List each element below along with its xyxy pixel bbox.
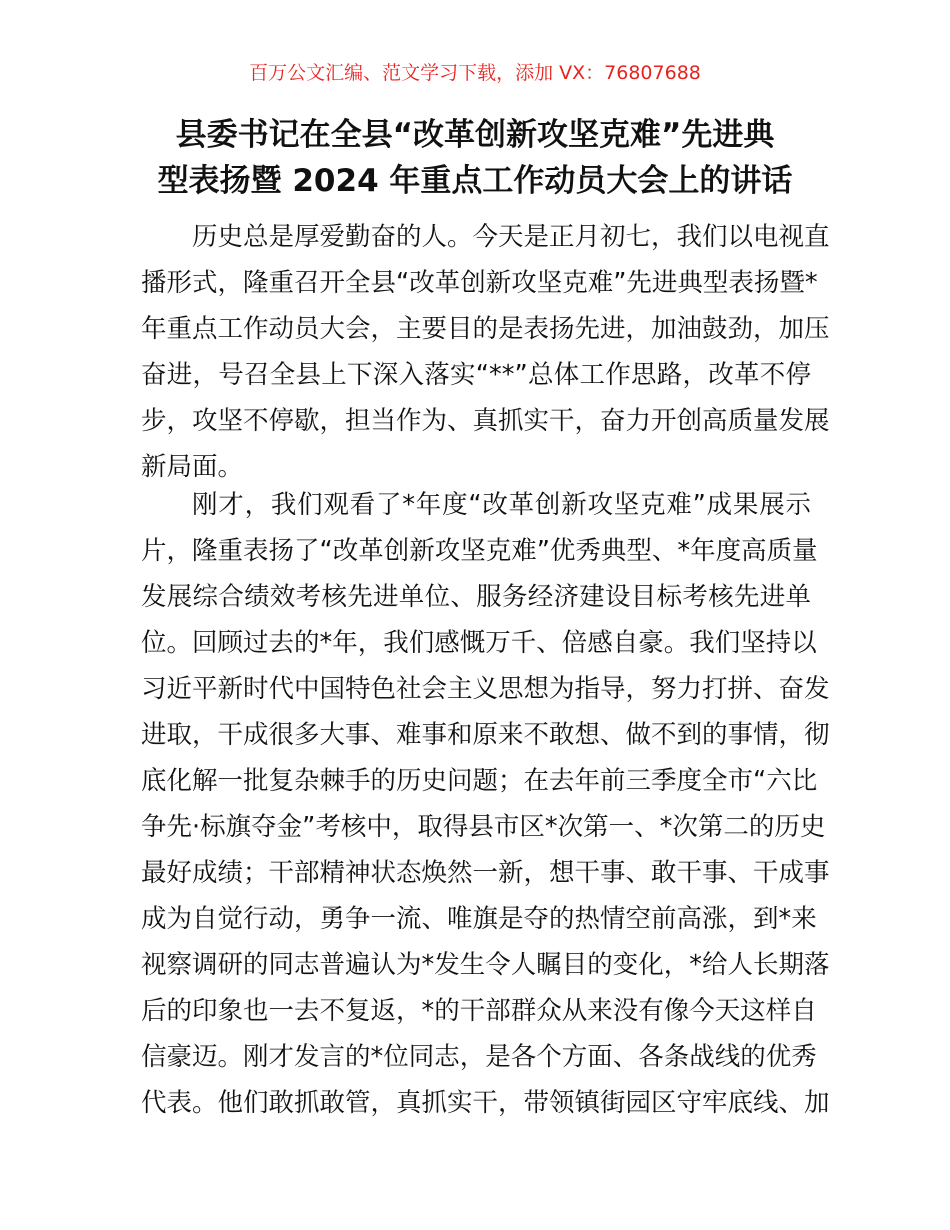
text-line: 成为自觉行动，勇争一流、唯旗是夺的热情空前高涨，到*来	[141, 904, 817, 934]
text-line: 视察调研的同志普遍认为*发生令人瞩目的变化，*给人长期落	[141, 950, 830, 980]
watermark-banner: 百万公文汇编、范文学习下载，添加 VX：76807688	[249, 62, 701, 84]
paragraph-1	[141, 214, 830, 490]
text-line: 后的印象也一去不复返，*的干部群众从来没有像今天这样自	[141, 996, 817, 1026]
text-line: 奋进，号召全县上下深入落实“**”总体工作思路，改革不停	[141, 360, 811, 390]
text-line: 最好成绩；干部精神状态焕然一新，想干事、敢干事、干成事	[141, 858, 830, 888]
paragraph-2	[141, 482, 830, 1126]
title-line: 县委书记在全县“改革创新攻坚克难”先进典	[175, 117, 775, 153]
text-line: 发展综合绩效考核先进单位、服务经济建设目标考核先进单	[141, 582, 811, 612]
text-line: 步，攻坚不停歇，担当作为、真抓实干，奋力开创高质量发展	[141, 406, 830, 436]
text-line: 习近平新时代中国特色社会主义思想为指导，努力打拼、奋发	[141, 674, 830, 704]
text-line: 新局面。	[141, 452, 244, 482]
text-line: 争先·标旗夺金”考核中，取得县市区*次第一、*次第二的历史	[141, 812, 826, 842]
text-line: 历史总是厚爱勤奋的人。今天是正月初七，我们以电视直	[192, 222, 830, 252]
text-line: 代表。他们敢抓敢管，真抓实干，带领镇街园区守牢底线、加	[141, 1088, 830, 1118]
text-line: 信豪迈。刚才发言的*位同志，是各个方面、各条战线的优秀	[141, 1042, 817, 1072]
text-line: 进取，干成很多大事、难事和原来不敢想、做不到的事情，彻	[141, 720, 830, 750]
text-line: 播形式，隆重召开全县“改革创新攻坚克难”先进典型表扬暨*	[141, 268, 818, 298]
document-title	[120, 112, 830, 204]
text-line: 片，隆重表扬了“改革创新攻坚克难”优秀典型、*年度高质量	[141, 536, 818, 566]
title-line: 型表扬暨 2024 年重点工作动员大会上的讲话	[157, 163, 793, 199]
text-line: 位。回顾过去的*年，我们感慨万千、倍感自豪。我们坚持以	[141, 628, 817, 658]
text-line: 刚才，我们观看了*年度“改革创新攻坚克难”成果展示	[192, 490, 811, 520]
text-line: 年重点工作动员大会，主要目的是表扬先进，加油鼓劲，加压	[141, 314, 830, 344]
text-line: 底化解一批复杂棘手的历史问题；在去年前三季度全市“六比	[141, 766, 818, 796]
